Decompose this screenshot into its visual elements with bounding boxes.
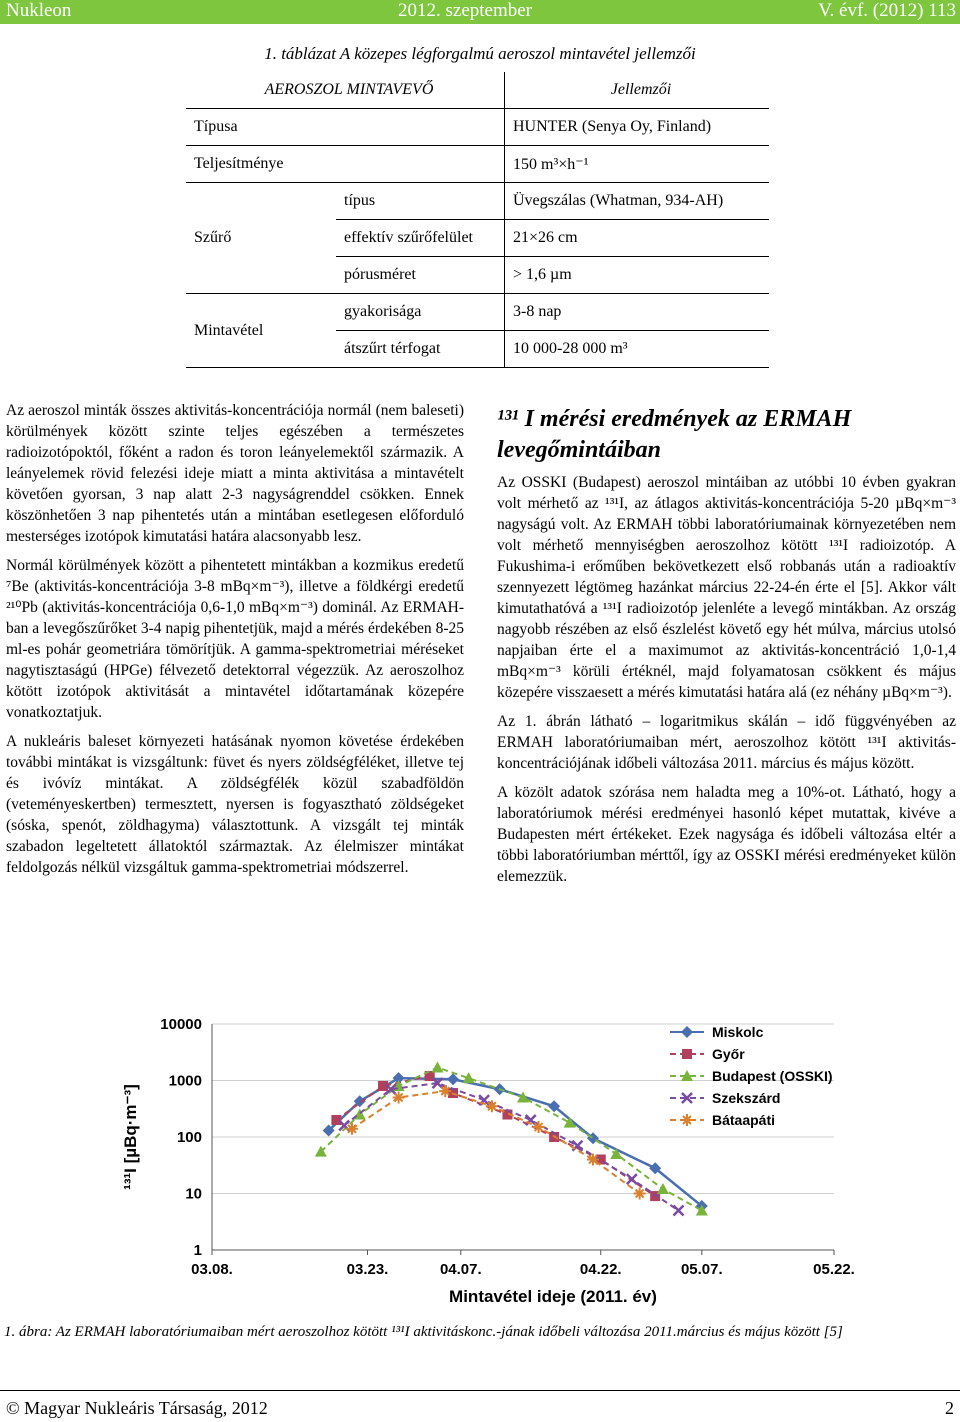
page-header xyxy=(0,0,960,24)
y-axis-label: ¹³¹I [µBq·m⁻³] xyxy=(121,1084,140,1190)
row-filter-type-value: Üvegszálas (Whatman, 934-AH) xyxy=(505,183,770,220)
figure-caption: 1. ábra: Az ERMAH laboratóriumaiban mért aeroszolhoz kötött ¹³¹I aktivitáskonc.-jának időbeli változása 2011.március és május között [5] xyxy=(4,1324,843,1340)
x-tick-label: 05.22. xyxy=(813,1261,855,1278)
table-head-properties: Jellemzői xyxy=(505,72,770,109)
row-type-value: HUNTER (Senya Oy, Finland) xyxy=(505,109,770,146)
journal-name: Nukleon xyxy=(6,0,72,21)
issue-date: 2012. szeptember xyxy=(398,0,533,21)
y-tick-label: 1000 xyxy=(168,1072,202,1090)
row-sampling-volume-label: átszűrt térfogat xyxy=(336,331,505,368)
row-filter-type-label: típus xyxy=(336,183,505,220)
row-capacity-value: 150 m³×h⁻¹ xyxy=(505,146,770,183)
footer-rule xyxy=(0,1390,960,1391)
iodine-activity-chart xyxy=(92,996,960,1318)
legend-label-miskolc: Miskolc xyxy=(712,1024,764,1040)
right-column xyxy=(497,404,956,895)
x-tick-label: 04.07. xyxy=(439,1261,482,1278)
row-capacity-label: Teljesítménye xyxy=(186,146,505,183)
row-sampling-freq-value: 3-8 nap xyxy=(505,294,770,331)
x-tick-label: 03.08. xyxy=(191,1261,233,1278)
legend-label-budapest-osski: Budapest (OSSKI) xyxy=(712,1068,833,1084)
row-filter-label: Szűrő xyxy=(186,183,336,294)
volume-info: V. évf. (2012) 113 xyxy=(818,0,956,21)
row-sampling-volume-value: 10 000-28 000 m³ xyxy=(505,331,770,368)
left-paragraph-3: A nukleáris baleset környezeti hatásának nyomon követése érdekében további mintákat is vizsgáltunk: füvet és nyers zöldségféléket, illetve tej és ivóvíz mintákat. A zöldségfélék közül szabadföldön (veteményeskertben) termesztett, nyersen is fogyasztható zöldségeket (sóska, spenót, zöldhagyma) választottunk. A vizsgált tej minták szabadon legeltetett állatoktól származtak. Az élelmiszer mintákat feldolgozás nélkül vizsgáltuk gamma-spektrometriai módszerrel. xyxy=(6,733,464,876)
row-sampling-label: Mintavétel xyxy=(186,294,336,368)
right-paragraph-2: Az 1. ábrán látható – logaritmikus skálán – idő függvényében az ERMAH laboratóriumaiban mért, aeroszolhoz kötött ¹³¹I aktivitás-koncentrációjának időbeli változása 2011. március és május között. xyxy=(497,713,956,772)
x-tick-label: 03.23. xyxy=(346,1261,389,1278)
legend-label-b-taap-ti: Bátaapáti xyxy=(712,1112,776,1128)
x-axis-label: Mintavétel ideje (2011. év) xyxy=(449,1287,657,1306)
y-tick-label: 100 xyxy=(176,1129,202,1146)
footer-copyright: © Magyar Nukleáris Társaság, 2012 xyxy=(6,1398,268,1418)
page-number: 2 xyxy=(945,1398,954,1418)
y-tick-label: 1 xyxy=(193,1242,202,1259)
x-tick-label: 04.22. xyxy=(579,1261,622,1278)
row-filter-area-value: 21×26 cm xyxy=(505,220,770,257)
legend-marker-gy-r xyxy=(682,1049,692,1059)
row-type-label: Típusa xyxy=(186,109,505,146)
right-paragraph-1: Az OSSKI (Budapest) aeroszol mintáiban az utóbbi 10 évben gyakran volt mérhető az ¹³¹I, az átlagos aktivitás-koncentrációja 5-20 µBq×m⁻³ nagyságú volt. Az ERMAH többi laboratóriumainak környezetében nem volt mérhető mennyiségben aeroszolhoz kötött ¹³¹I radioizotóp. A Fukushima-i erőműben bekövetkezett első robbanás után a radioaktív szennyezett légtömeg hazánkat március 22-24-én érte el [5]. Akkor vált kimutathatóvá a ¹³¹I radioizotóp jelenléte a levegő mintákban. Az ország nagyobb részében az első észlelést követő egy hét múlva, március utolsó napjaiban érte el a maximumot az aktivitás-koncentráció 1,0-1,4 mBq×m⁻³ körüli értéknél, majd folyamatosan csökkent és május közepére visszaesett a mérés kimutatási határa alá (ez néhány µBq×m⁻³). xyxy=(497,474,956,701)
row-filter-area-label: effektív szűrőfelület xyxy=(336,220,505,257)
right-paragraph-3: A közölt adatok szórása nem haladta meg a 10%-ot. Látható, hogy a laboratóriumok mérési eredményei hasonló képet mutattak, kivéve a Budapesten mért értékeket. Ezek nagysága és időbeli változása eltér a többi laboratóriumban mérttől, így az OSSKI mérési eredményeket külön elemezzük. xyxy=(497,784,956,885)
left-paragraph-2: Normál körülmények között a pihentetett mintákban a kozmikus eredetű ⁷Be (aktivitás-koncentrációja 3-8 mBq×m⁻³), illetve a földkérgi eredetű ²¹⁰Pb (aktivitás-koncentrációja 0,6-1,0 mBq×m⁻³) dominál. Az ERMAH-ban a levegőszűrőket 3-4 napig pihentetjük, majd a mérés érdekében 8-25 ml-es pohár geometriára tömörítjük. A gamma-spektrometriai méréseket nagytisztaságú (HPGe) félvezető detektorral végezzük. Az aeroszolhoz kötött izotópok aktivitását a mintavétel időtartamának közepére vonatkoztatjuk. xyxy=(6,557,464,721)
row-sampling-freq-label: gyakorisága xyxy=(336,294,505,331)
x-tick-label: 05.07. xyxy=(680,1261,723,1278)
sampler-table xyxy=(186,72,769,368)
table-head-sampler: AEROSZOL MINTAVEVŐ xyxy=(186,72,505,109)
legend-label-szeksz-rd: Szekszárd xyxy=(712,1090,781,1106)
row-filter-pore-label: pórusméret xyxy=(336,257,505,294)
section-heading: ¹³¹ I mérési eredmények az ERMAH levegőmintáiban xyxy=(497,406,852,463)
row-filter-pore-value: > 1,6 µm xyxy=(505,257,770,294)
legend-label-gy-r: Győr xyxy=(712,1046,745,1062)
y-tick-label: 10 xyxy=(185,1185,202,1203)
left-paragraph-1: Az aeroszol minták összes aktivitás-koncentrációja normál (nem baleseti) körülmények között szinte teljes egészében a természetes radioizotópoktól, főként a radon és toron leányelemektől származik. A leányelemek rövid felezési ideje miatt a minta aktivitása a mintavételt követően gyorsan, 3 nap alatt 2-3 nagyságrenddel csökken. Ennek köszönhetően 3 nap pihentetés után a mintában esetlegesen előforduló mesterséges izotópok kimutatási határa alacsonyabb lesz. xyxy=(6,402,464,545)
left-column xyxy=(6,400,464,886)
y-tick-label: 10000 xyxy=(160,1016,202,1033)
table-caption: 1. táblázat A közepes légforgalmú aeroszol mintavétel jellemzői xyxy=(264,44,696,63)
